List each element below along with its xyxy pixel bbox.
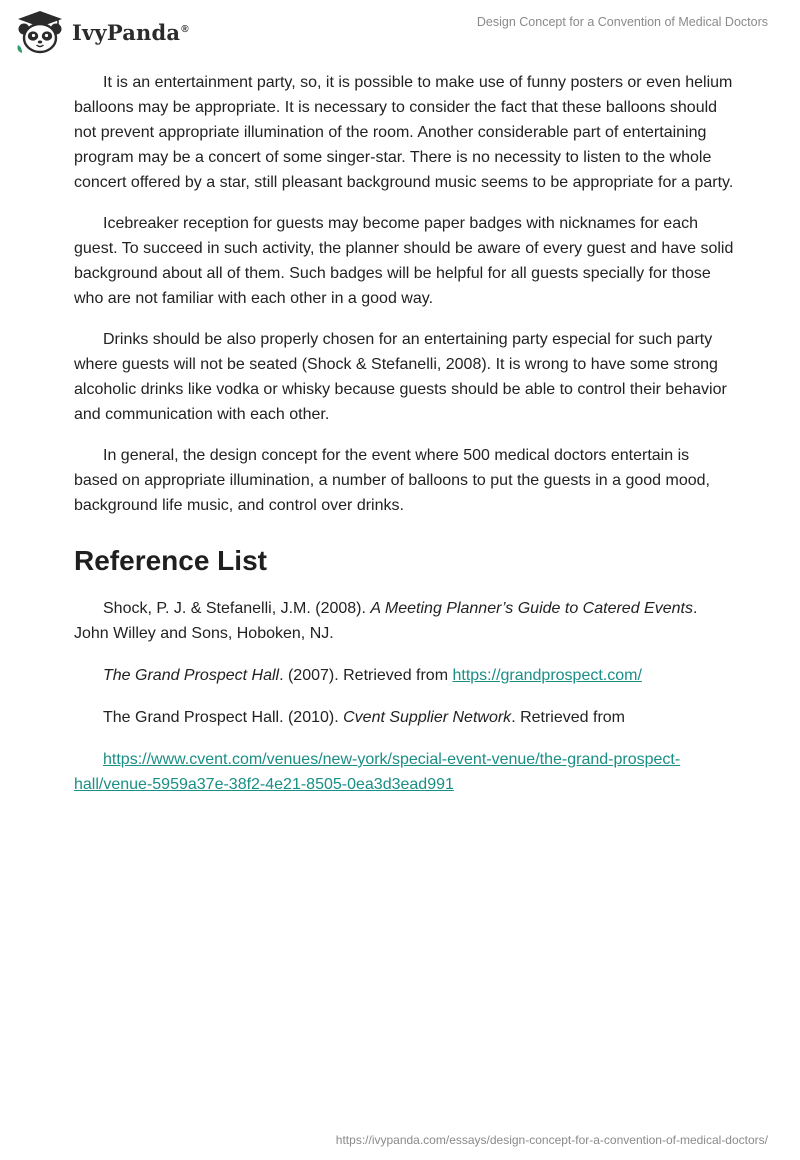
- panda-graduate-logo-icon: [14, 9, 66, 55]
- ref1-title: A Meeting Planner’s Guide to Catered Events: [370, 600, 693, 617]
- page-header: [0, 0, 800, 60]
- brand-name: IvyPanda®: [72, 19, 189, 45]
- body-paragraph-3: Drinks should be also properly chosen for an entertaining party especial for such party where guests will not be seated (Shock & Stefanelli, 2008). It is wrong to have some strong alcoholic drinks like vodka or whisky because guests should be able to control their behavior and communication with each other.: [74, 331, 727, 423]
- registered-mark: ®: [181, 23, 189, 35]
- ref1-publisher: . John Willey and Sons, Hoboken, NJ.: [74, 600, 698, 642]
- reference-2: [74, 663, 734, 688]
- ref3-title: Cvent Supplier Network: [343, 709, 512, 726]
- ref1-authors: Shock, P. J. & Stefanelli, J.M. (2008).: [103, 600, 371, 617]
- running-title: Design Concept for a Convention of Medical Doctors: [476, 15, 768, 29]
- body-paragraph-4: In general, the design concept for the event where 500 medical doctors entertain is based on appropriate illumination, a number of balloons to put the guests in a good mood, background life music, and control over drinks.: [74, 447, 710, 514]
- reference-list-heading: Reference List: [74, 545, 267, 576]
- essay-content: [74, 70, 734, 814]
- footer-url: https://ivypanda.com/essays/design-concept-for-a-convention-of-medical-doctors/: [335, 1133, 768, 1147]
- body-paragraph-1: It is an entertainment party, so, it is possible to make use of funny posters or even helium balloons may be appropriate. It is necessary to consider the fact that these balloons should not prevent appropriate illumination of the room. Another considerable part of entertaining program may be a concert of some singer-star. There is no necessity to listen to the whole concert offered by a star, still pleasant background music seems to be appropriate for a party.: [74, 74, 734, 191]
- body-paragraph-2: Icebreaker reception for guests may become paper badges with nicknames for each guest. To succeed in such activity, the planner should be aware of every guest and have solid background about all of them. Such badges will be helpful for all guests specially for those who are not familiar with each other in a good way.: [74, 215, 734, 307]
- reference-4: [74, 747, 734, 797]
- ref3-retrieved: . Retrieved from: [511, 709, 625, 726]
- reference-3: [74, 705, 734, 730]
- brand-logo[interactable]: [14, 9, 189, 55]
- ref3-authors: The Grand Prospect Hall. (2010).: [103, 709, 344, 726]
- ref2-title: The Grand Prospect Hall: [103, 667, 280, 684]
- reference-1: [74, 596, 734, 646]
- ref4-link[interactable]: https://www.cvent.com/venues/new-york/special-event-venue/the-grand-prospect-hall/venue-5959a37e-38f2-4e21-8505-0ea3d3ead991: [74, 751, 681, 793]
- ref2-link[interactable]: https://grandprospect.com/: [452, 667, 642, 684]
- ref2-date: . (2007). Retrieved from: [279, 667, 453, 684]
